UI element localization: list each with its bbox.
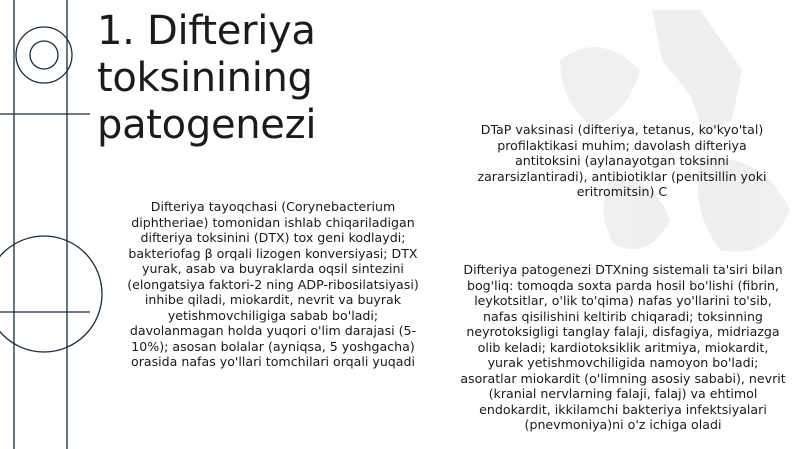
- decor-circle-bottom: [0, 236, 102, 352]
- title-line-2: patogenezi: [97, 102, 317, 148]
- left-text-block: Difteriya tayoqchasi (Corynebacterium diphtheriae) tomonidan ishlab chiqariladigan difteriya toksinini (DTX) tox geni kodlaydi; bakteriofag β orqali lizogen konversiyasi; DTX yurak, asab va buyraklarda oqsil sintezini (elongatsiya faktori-2 ning ADP-ribosilatsiyasi) inhibe qiladi, miokardit, nevrit va buyrak yetishmovchiligiga sabab bo'ladi; davolanmagan holda yuqori o'lim darajasi (5-10%); asosan bolalar (ayniqsa, 5 yoshgacha) orasida nafas yo'llari tomchilari orqali yuqadi: [127, 199, 419, 369]
- right-top-text-block: DTaP vaksinasi (difteriya, tetanus, ko'kyo'tal) profilaktikasi muhim; davolash difteriya antitoksini (aylanayotgan toksinni zararsizlantiradi), antibiotiklar (penitsillin yoki eritromitsin) C: [477, 122, 767, 199]
- decor-lines: [0, 0, 90, 449]
- decor-circles-top: [16, 27, 72, 83]
- right-bottom-text-block: Difteriya patogenezi DTXning sistemali ta'siri bilan bog'liq: tomoqda soxta parda hosil bo'lishi (fibrin, leykotsitlar, o'lik to'qima) nafas yo'llarini to'sib, nafas qisilishini keltirib chiqaradi; toksinning neyrotoksigligi tanglay falaji, disfagiya, midriazga olib keladi; kardiotoksiklik aritmiya, miokardit, yurak yetishmovchiligida namoyon bo'ladi; asoratlar miokardit (o'limning asosiy sababi), nevrit (kranial nervlarning falaji, falaj) va ehtimol endokardit, ikkilamchi bakteriya infektsiyalari (pnevmoniya)ni o'z ichiga oladi: [460, 262, 786, 432]
- slide-title: [97, 8, 517, 149]
- title-line-1: 1. Difteriya toksinining: [97, 8, 316, 101]
